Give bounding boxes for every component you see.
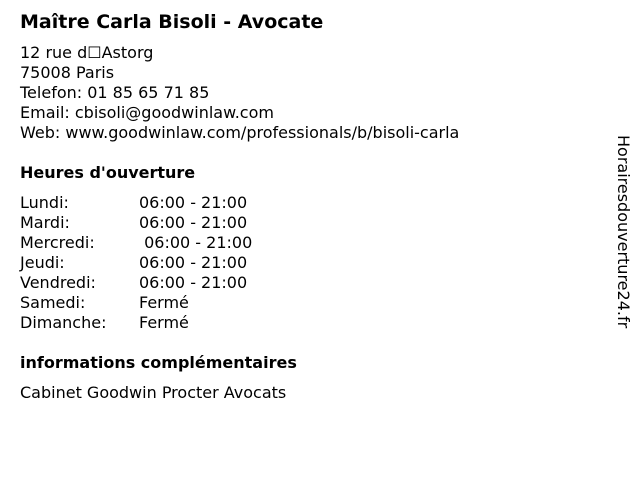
day-label: Vendredi:	[20, 273, 96, 292]
website-url: Web: www.goodwinlaw.com/professionals/b/bisoli-carla	[20, 123, 460, 142]
day-label: Jeudi:	[20, 253, 65, 272]
day-label: Samedi:	[20, 293, 86, 312]
additional-info-text: Cabinet Goodwin Procter Avocats	[20, 383, 287, 402]
hours-value: 06:00 - 21:00	[139, 213, 248, 232]
day-label: Dimanche:	[20, 313, 107, 332]
hours-value: Fermé	[139, 313, 189, 332]
hours-value: 06:00 - 21:00	[139, 193, 248, 212]
opening-hours-heading: Heures d'ouverture	[20, 163, 196, 182]
address-street: 12 rue d☐Astorg	[20, 43, 154, 62]
hours-value: Fermé	[139, 293, 189, 312]
day-label: Mardi:	[20, 213, 70, 232]
hours-value: 06:00 - 21:00	[139, 233, 253, 252]
day-label: Mercredi:	[20, 233, 95, 252]
phone-number: Telefon: 01 85 65 71 85	[20, 83, 210, 102]
site-watermark: Horairesdouverture24.fr	[614, 135, 633, 329]
day-label: Lundi:	[20, 193, 69, 212]
additional-info-heading: informations complémentaires	[20, 353, 297, 372]
hours-value: 06:00 - 21:00	[139, 253, 248, 272]
address-city: 75008 Paris	[20, 63, 115, 82]
email-address: Email: cbisoli@goodwinlaw.com	[20, 103, 274, 122]
business-name: Maître Carla Bisoli - Avocate	[20, 11, 324, 33]
hours-value: 06:00 - 21:00	[139, 273, 248, 292]
